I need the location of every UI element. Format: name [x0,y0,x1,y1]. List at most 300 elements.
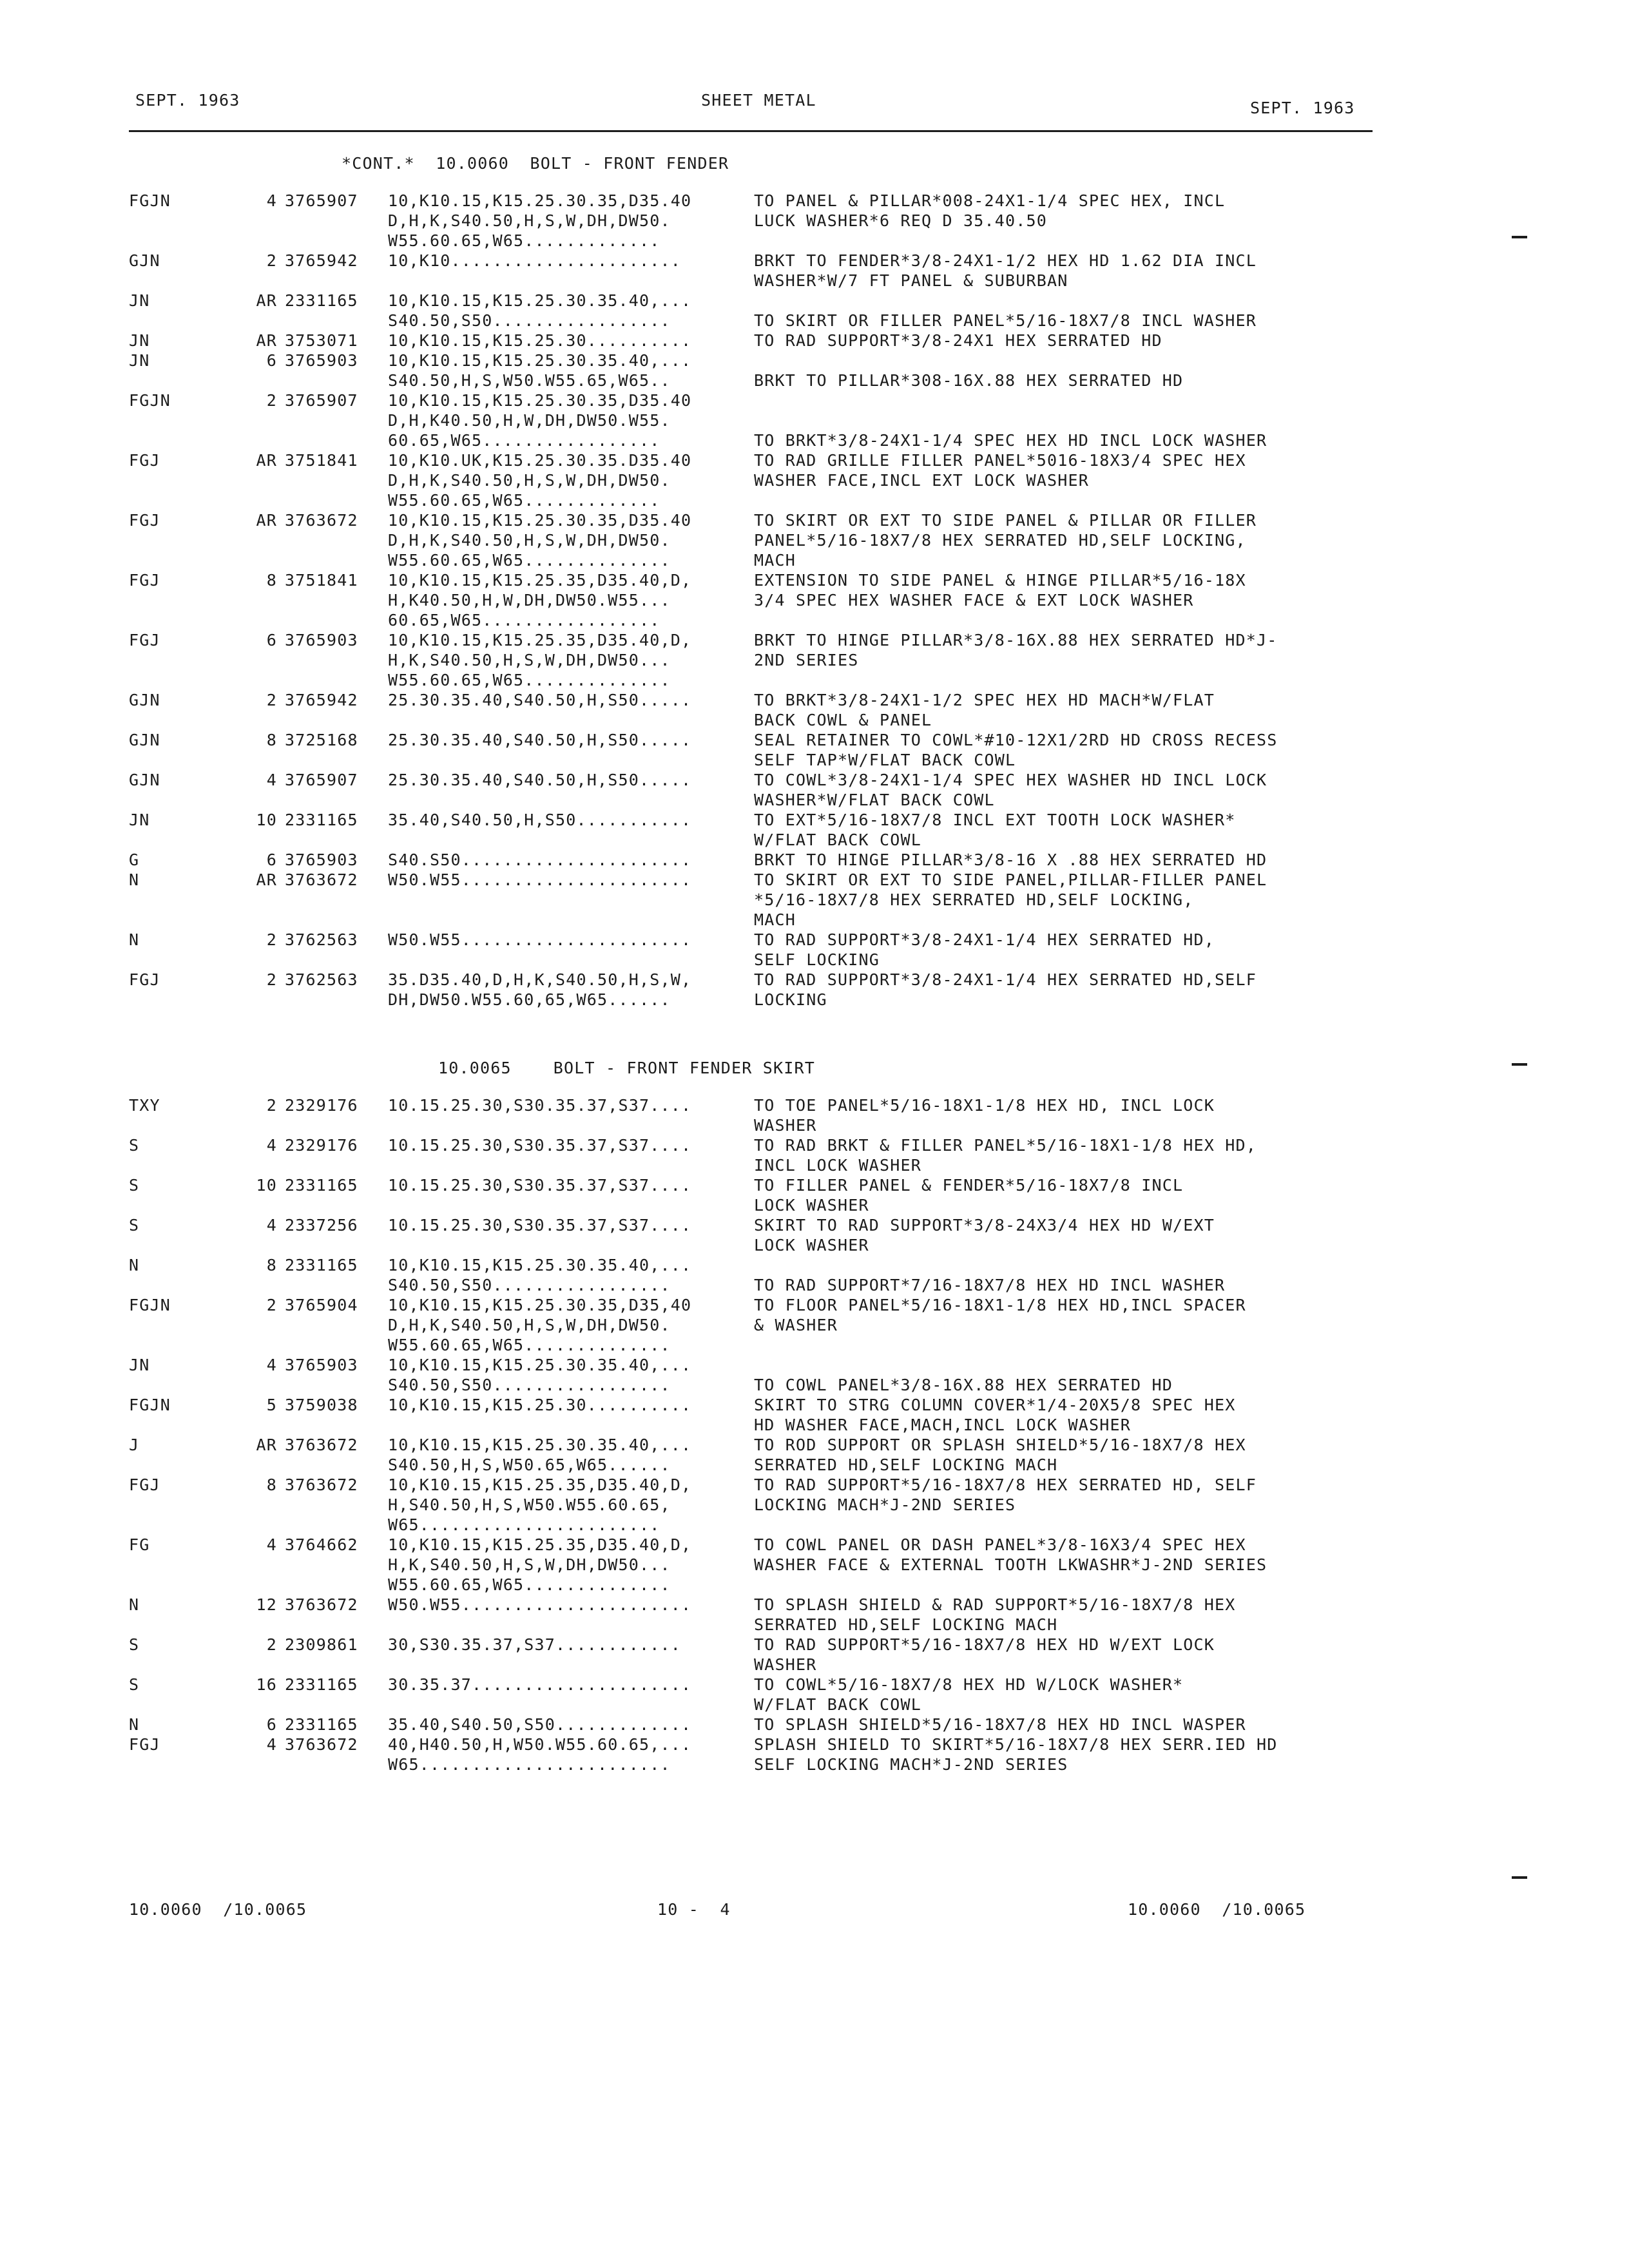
usage-codes [388,390,691,450]
header-date-right: SEPT. 1963 [1250,99,1355,117]
part-description [754,1475,1257,1515]
usage-codes [388,351,691,390]
model-codes: N [129,1595,140,1614]
part-description [754,1735,1278,1774]
part-description [754,331,1162,351]
usage-line: W65........................ [388,1755,671,1774]
part-description [754,930,1215,970]
description-line: LOCKING MACH*J-2ND SERIES [754,1495,1016,1514]
footer-left-ref: 10.0060 /10.0065 [129,1900,307,1919]
quantity: 6 [266,1715,277,1734]
usage-codes [388,191,691,251]
section-heading-10-0060: *CONT.* 10.0060 BOLT - FRONT FENDER [342,154,729,173]
quantity: 2 [266,930,277,949]
description-line: HD WASHER FACE,MACH,INCL LOCK WASHER [754,1416,1132,1434]
model-codes: FGJ [129,1475,160,1494]
part-description [754,370,1183,390]
usage-line: 25.30.35.40,S40.50,H,S50..... [388,771,692,789]
usage-codes [388,1095,691,1115]
part-description [754,730,1278,770]
quantity: 4 [266,1216,277,1235]
description-line: W/FLAT BACK COWL [754,1695,922,1714]
quantity: 6 [266,631,277,649]
quantity: 8 [266,1475,277,1494]
model-codes: FGJ [129,970,160,989]
part-number: 3763672 [285,1436,358,1454]
description-line: TO SKIRT OR EXT TO SIDE PANEL & PILLAR OR FILLER [754,511,1257,530]
model-codes: GJN [129,731,160,749]
usage-line: S40.S50...................... [388,850,692,869]
part-description [754,1675,1183,1715]
quantity: AR [256,451,277,470]
part-description [754,970,1257,1010]
description-line: TO BRKT*3/8-24X1-1/2 SPEC HEX HD MACH*W/FLAT [754,691,1215,709]
usage-codes [388,1595,691,1615]
usage-line: W55.60.65,W65.............. [388,671,671,689]
usage-line: 10,K10.15,K15.25.30.35.40,... [388,351,692,370]
quantity: 10 [256,811,277,829]
description-line: WASHER*W/FLAT BACK COWL [754,791,995,809]
usage-line: S40.50,S50................. [388,1276,671,1294]
quantity: 2 [266,970,277,989]
usage-codes [388,1135,691,1155]
part-number: 3763672 [285,1475,358,1494]
part-number: 2331165 [285,1715,358,1734]
part-number: 3765942 [285,251,358,270]
description-line: PANEL*5/16-18X7/8 HEX SERRATED HD,SELF LOCKING, [754,531,1246,550]
part-number: 3765907 [285,191,358,210]
usage-line: D,H,K40.50,H,W,DH,DW50.W55. [388,411,671,430]
description-line: LOCK WASHER [754,1236,869,1254]
description-line: LOCK WASHER [754,1196,869,1215]
model-codes: S [129,1136,140,1155]
usage-line: 10,K10.15,K15.25.30.35.40,... [388,1256,692,1274]
usage-codes [388,450,691,510]
model-codes: FGJ [129,511,160,530]
quantity: 8 [266,571,277,590]
quantity: AR [256,1436,277,1454]
description-line: BRKT TO FENDER*3/8-24X1-1/2 HEX HD 1.62 DIA INCL [754,251,1257,270]
usage-codes [388,870,691,890]
margin-mark [1512,1063,1527,1066]
description-line: TO SKIRT OR FILLER PANEL*5/16-18X7/8 INCL WASHER [754,311,1257,330]
usage-line: W50.W55...................... [388,870,692,889]
description-line: BRKT TO PILLAR*308-16X.88 HEX SERRATED HD [754,371,1184,390]
part-description [754,1535,1267,1575]
usage-line: D,H,K,S40.50,H,S,W,DH,DW50. [388,471,671,490]
part-description [754,1435,1246,1475]
description-line: SPLASH SHIELD TO SKIRT*5/16-18X7/8 HEX SERR.IED HD [754,1735,1278,1754]
usage-line: H,K,S40.50,H,S,W,DH,DW50... [388,651,671,669]
part-description [754,1275,1225,1295]
description-line: 3/4 SPEC HEX WASHER FACE & EXT LOCK WASHER [754,591,1194,610]
part-number: 3765904 [285,1296,358,1314]
quantity: 4 [266,1136,277,1155]
description-line: TO RAD SUPPORT*7/16-18X7/8 HEX HD INCL WASHER [754,1276,1226,1294]
quantity: 2 [266,1096,277,1115]
margin-mark [1512,236,1527,238]
description-line: TO RAD SUPPORT*3/8-24X1 HEX SERRATED HD [754,331,1162,350]
model-codes: FGJN [129,1296,171,1314]
description-line: TO COWL PANEL*3/8-16X.88 HEX SERRATED HD [754,1376,1173,1394]
part-number: 3751841 [285,571,358,590]
part-number: 2331165 [285,1176,358,1195]
model-codes: N [129,930,140,949]
part-description [754,1175,1183,1215]
description-line: EXTENSION TO SIDE PANEL & HINGE PILLAR*5/16-18X [754,571,1246,590]
description-line: SEAL RETAINER TO COWL*#10-12X1/2RD HD CROSS RECESS [754,731,1278,749]
header-title: SHEET METAL [701,91,816,110]
part-number: 3759038 [285,1396,358,1414]
part-description [754,1295,1246,1335]
part-number: 3765903 [285,351,358,370]
usage-line: 10,K10.15,K15.25.30.35,D35.40 [388,511,692,530]
usage-codes [388,1735,691,1774]
model-codes: G [129,850,140,869]
part-number: 3765907 [285,391,358,410]
header-date-left: SEPT. 1963 [135,91,240,110]
description-line: WASHER FACE,INCL EXT LOCK WASHER [754,471,1090,490]
usage-line: S40.50,H,S,W50.65,W65...... [388,1456,671,1474]
part-description [754,770,1267,810]
part-number: 3764662 [285,1535,358,1554]
usage-codes [388,1535,691,1595]
model-codes: FGJN [129,191,171,210]
part-number: 2331165 [285,291,358,310]
description-line: TO ROD SUPPORT OR SPLASH SHIELD*5/16-18X7/8 HEX [754,1436,1246,1454]
usage-line: 10,K10.15,K15.25.35,D35.40,D, [388,571,692,590]
quantity: 10 [256,1176,277,1195]
part-description [754,1215,1215,1255]
usage-line: W50.W55...................... [388,930,692,949]
part-number: 3762563 [285,970,358,989]
usage-codes [388,730,691,750]
description-line: TO COWL*3/8-24X1-1/4 SPEC HEX WASHER HD INCL LOCK [754,771,1268,789]
usage-line: H,S40.50,H,S,W50.W55.60.65, [388,1495,671,1514]
quantity: AR [256,331,277,350]
usage-line: D,H,K,S40.50,H,S,W,DH,DW50. [388,531,671,550]
usage-codes [388,291,691,331]
part-description [754,850,1267,870]
model-codes: N [129,1715,140,1734]
part-description [754,1395,1236,1435]
description-line: *5/16-18X7/8 HEX SERRATED HD,SELF LOCKING, [754,890,1194,909]
usage-codes [388,1255,691,1295]
quantity: 2 [266,1296,277,1314]
description-line: LUCK WASHER*6 REQ D 35.40.50 [754,211,1048,230]
model-codes: FGJ [129,1735,160,1754]
part-number: 2329176 [285,1136,358,1155]
usage-line: 35.D35.40,D,H,K,S40.50,H,S,W, [388,970,692,989]
usage-line: 60.65,W65................. [388,611,660,629]
model-codes: FGJ [129,451,160,470]
quantity: 4 [266,771,277,789]
part-number: 3763672 [285,1735,358,1754]
part-number: 2337256 [285,1216,358,1235]
usage-codes [388,970,691,1010]
model-codes: J [129,1436,140,1454]
quantity: 4 [266,1735,277,1754]
model-codes: S [129,1675,140,1694]
model-codes: S [129,1176,140,1195]
part-description [754,1095,1215,1135]
part-description [754,630,1278,670]
part-description [754,1715,1246,1735]
usage-line: 10,K10.15,K15.25.30.35.40,... [388,1436,692,1454]
description-line: TO EXT*5/16-18X7/8 INCL EXT TOOTH LOCK WASHER* [754,811,1236,829]
description-line: BRKT TO HINGE PILLAR*3/8-16X.88 HEX SERRATED HD*J- [754,631,1278,649]
usage-line: 10,K10.UK,K15.25.30.35.D35.40 [388,451,692,470]
usage-line: W55.60.65,W65............. [388,231,660,250]
part-description [754,1595,1236,1635]
quantity: 12 [256,1595,277,1614]
quantity: 5 [266,1396,277,1414]
quantity: 8 [266,1256,277,1274]
description-line: BRKT TO HINGE PILLAR*3/8-16 X .88 HEX SERRATED HD [754,850,1268,869]
description-line: TO COWL*5/16-18X7/8 HEX HD W/LOCK WASHER* [754,1675,1184,1694]
description-line: TO FILLER PANEL & FENDER*5/16-18X7/8 INCL [754,1176,1184,1195]
model-codes: FGJN [129,1396,171,1414]
quantity: 2 [266,691,277,709]
model-codes: S [129,1635,140,1654]
part-description [754,870,1267,930]
description-line: BACK COWL & PANEL [754,711,932,729]
part-number: 2331165 [285,811,358,829]
model-codes: GJN [129,771,160,789]
usage-codes [388,1175,691,1195]
margin-mark [1512,1876,1527,1879]
part-description [754,810,1236,850]
usage-line: 10,K10.15,K15.25.30.35.40,... [388,1356,692,1374]
description-line: & WASHER [754,1316,838,1334]
usage-line: W55.60.65,W65.............. [388,1336,671,1354]
part-number: 3763672 [285,1595,358,1614]
description-line: 2ND SERIES [754,651,859,669]
usage-line: 10.15.25.30,S30.35.37,S37.... [388,1136,692,1155]
part-description [754,570,1246,610]
usage-line: DH,DW50.W55.60,65,W65...... [388,990,671,1009]
model-codes: JN [129,1356,150,1374]
usage-line: 10.15.25.30,S30.35.37,S37.... [388,1176,692,1195]
usage-codes [388,810,691,830]
usage-line: H,K40.50,H,W,DH,DW50.W55... [388,591,671,610]
usage-line: H,K,S40.50,H,S,W,DH,DW50... [388,1555,671,1574]
usage-codes [388,251,681,271]
part-number: 2331165 [285,1675,358,1694]
usage-codes [388,630,691,690]
model-codes: JN [129,291,150,310]
usage-line: W55.60.65,W65.............. [388,551,671,570]
model-codes: N [129,870,140,889]
usage-codes [388,510,691,570]
part-description [754,1375,1173,1395]
usage-line: 40,H40.50,H,W50.W55.60.65,... [388,1735,692,1754]
part-number: 3765903 [285,631,358,649]
description-line: SERRATED HD,SELF LOCKING MACH [754,1456,1058,1474]
description-line: TO RAD SUPPORT*5/16-18X7/8 HEX SERRATED HD, SELF [754,1475,1257,1494]
model-codes: FGJ [129,631,160,649]
description-line: TO COWL PANEL OR DASH PANEL*3/8-16X3/4 SPEC HEX [754,1535,1246,1554]
usage-codes [388,331,691,351]
part-number: 3763672 [285,511,358,530]
part-number: 3753071 [285,331,358,350]
part-number: 3763672 [285,870,358,889]
part-number: 3762563 [285,930,358,949]
part-number: 3765903 [285,1356,358,1374]
quantity: AR [256,870,277,889]
part-number: 3751841 [285,451,358,470]
quantity: 2 [266,251,277,270]
description-line: SKIRT TO RAD SUPPORT*3/8-24X3/4 HEX HD W/EXT [754,1216,1215,1235]
usage-codes [388,930,691,950]
usage-codes [388,1355,691,1395]
quantity: 6 [266,850,277,869]
description-line: W/FLAT BACK COWL [754,831,922,849]
quantity: 4 [266,1356,277,1374]
part-number: 2331165 [285,1256,358,1274]
part-description [754,311,1257,331]
usage-line: W65....................... [388,1515,660,1534]
model-codes: N [129,1256,140,1274]
usage-line: 10,K10.15,K15.25.30.......... [388,1396,692,1414]
usage-line: W55.60.65,W65............. [388,491,660,510]
usage-line: 10,K10.15,K15.25.35,D35.40,D, [388,1535,692,1554]
usage-codes [388,1435,691,1475]
part-description [754,251,1257,291]
part-description [754,450,1246,490]
footer-page-number: 10 - 4 [657,1900,731,1919]
usage-codes [388,770,691,790]
model-codes: FGJN [129,391,171,410]
description-line: WASHER [754,1655,817,1674]
quantity: AR [256,511,277,530]
usage-codes [388,570,691,630]
description-line: MACH [754,910,796,929]
description-line: TO SPLASH SHIELD & RAD SUPPORT*5/16-18X7/8 HEX [754,1595,1236,1614]
description-line: TO RAD GRILLE FILLER PANEL*5016-18X3/4 SPEC HEX [754,451,1246,470]
usage-codes [388,1715,691,1735]
part-number: 2309861 [285,1635,358,1654]
section-heading-10-0065: 10.0065 BOLT - FRONT FENDER SKIRT [438,1059,816,1077]
footer-right-ref: 10.0060 /10.0065 [1128,1900,1306,1919]
description-line: INCL LOCK WASHER [754,1156,922,1175]
quantity: 8 [266,731,277,749]
part-description [754,1635,1215,1675]
part-number: 3765942 [285,691,358,709]
usage-codes [388,1635,681,1655]
part-description [754,510,1257,570]
usage-line: W50.W55...................... [388,1595,692,1614]
usage-codes [388,1675,691,1695]
usage-codes [388,690,691,710]
part-number: 3725168 [285,731,358,749]
header-rule [129,130,1373,132]
usage-line: 10,K10.15,K15.25.35,D35.40,D, [388,1475,692,1494]
part-number: 2329176 [285,1096,358,1115]
part-number: 3765907 [285,771,358,789]
description-line: MACH [754,551,796,570]
usage-line: 10,K10.15,K15.25.30.35,D35.40 [388,391,692,410]
description-line: SKIRT TO STRG COLUMN COVER*1/4-20X5/8 SPEC HEX [754,1396,1236,1414]
description-line: TO SPLASH SHIELD*5/16-18X7/8 HEX HD INCL WASPER [754,1715,1246,1734]
usage-line: 10,K10...................... [388,251,682,270]
usage-line: S40.50,H,S,W50.W55.65,W65.. [388,371,671,390]
usage-codes [388,1475,691,1535]
model-codes: JN [129,351,150,370]
part-description [754,1135,1257,1175]
usage-line: 35.40,S40.50,H,S50........... [388,811,692,829]
usage-line: 10,K10.15,K15.25.30.35,D35.40 [388,191,692,210]
model-codes: FGJ [129,571,160,590]
usage-line: D,H,K,S40.50,H,S,W,DH,DW50. [388,1316,671,1334]
model-codes: S [129,1216,140,1235]
description-line: SELF TAP*W/FLAT BACK COWL [754,751,1016,769]
part-description [754,690,1215,730]
usage-line: 30.35.37..................... [388,1675,692,1694]
description-line: WASHER FACE & EXTERNAL TOOTH LKWASHR*J-2ND SERIES [754,1555,1268,1574]
description-line: WASHER [754,1116,817,1135]
model-codes: JN [129,331,150,350]
usage-line: S40.50,S50................. [388,1376,671,1394]
model-codes: TXY [129,1096,160,1115]
description-line: SERRATED HD,SELF LOCKING MACH [754,1615,1058,1634]
quantity: 4 [266,1535,277,1554]
usage-line: 30,S30.35.37,S37............ [388,1635,682,1654]
description-line: TO RAD BRKT & FILLER PANEL*5/16-18X1-1/8 HEX HD, [754,1136,1257,1155]
usage-line: 10,K10.15,K15.25.30.35.40,... [388,291,692,310]
usage-line: 35.40,S40.50,S50............. [388,1715,692,1734]
quantity: 4 [266,191,277,210]
usage-line: 60.65,W65................. [388,431,660,450]
description-line: TO RAD SUPPORT*5/16-18X7/8 HEX HD W/EXT LOCK [754,1635,1215,1654]
usage-line: 10.15.25.30,S30.35.37,S37.... [388,1096,692,1115]
quantity: 2 [266,1635,277,1654]
usage-line: 10.15.25.30,S30.35.37,S37.... [388,1216,692,1235]
usage-line: S40.50,S50................. [388,311,671,330]
usage-line: 10,K10.15,K15.25.30.......... [388,331,692,350]
part-description [754,430,1267,450]
model-codes: FG [129,1535,150,1554]
usage-line: D,H,K,S40.50,H,S,W,DH,DW50. [388,211,671,230]
description-line: TO TOE PANEL*5/16-18X1-1/8 HEX HD, INCL LOCK [754,1096,1215,1115]
description-line: SELF LOCKING MACH*J-2ND SERIES [754,1755,1068,1774]
description-line: TO BRKT*3/8-24X1-1/4 SPEC HEX HD INCL LOCK WASHER [754,431,1268,450]
model-codes: GJN [129,691,160,709]
description-line: TO RAD SUPPORT*3/8-24X1-1/4 HEX SERRATED HD,SELF [754,970,1257,989]
description-line: TO SKIRT OR EXT TO SIDE PANEL,PILLAR-FILLER PANEL [754,870,1268,889]
part-number: 3765903 [285,850,358,869]
usage-codes [388,850,691,870]
usage-line: 25.30.35.40,S40.50,H,S50..... [388,731,692,749]
usage-codes [388,1295,691,1355]
quantity: AR [256,291,277,310]
quantity: 16 [256,1675,277,1694]
description-line: LOCKING [754,990,827,1009]
description-line: TO PANEL & PILLAR*008-24X1-1/4 SPEC HEX, INCL [754,191,1226,210]
usage-codes [388,1395,691,1415]
description-line: TO FLOOR PANEL*5/16-18X1-1/8 HEX HD,INCL SPACER [754,1296,1246,1314]
usage-codes [388,1215,691,1235]
description-line: SELF LOCKING [754,950,880,969]
usage-line: 25.30.35.40,S40.50,H,S50..... [388,691,692,709]
usage-line: 10,K10.15,K15.25.30.35,D35,40 [388,1296,692,1314]
model-codes: GJN [129,251,160,270]
usage-line: 10,K10.15,K15.25.35,D35.40,D, [388,631,692,649]
usage-line: W55.60.65,W65.............. [388,1575,671,1594]
description-line: TO RAD SUPPORT*3/8-24X1-1/4 HEX SERRATED HD, [754,930,1215,949]
description-line: WASHER*W/7 FT PANEL & SUBURBAN [754,271,1068,290]
part-description [754,191,1225,231]
